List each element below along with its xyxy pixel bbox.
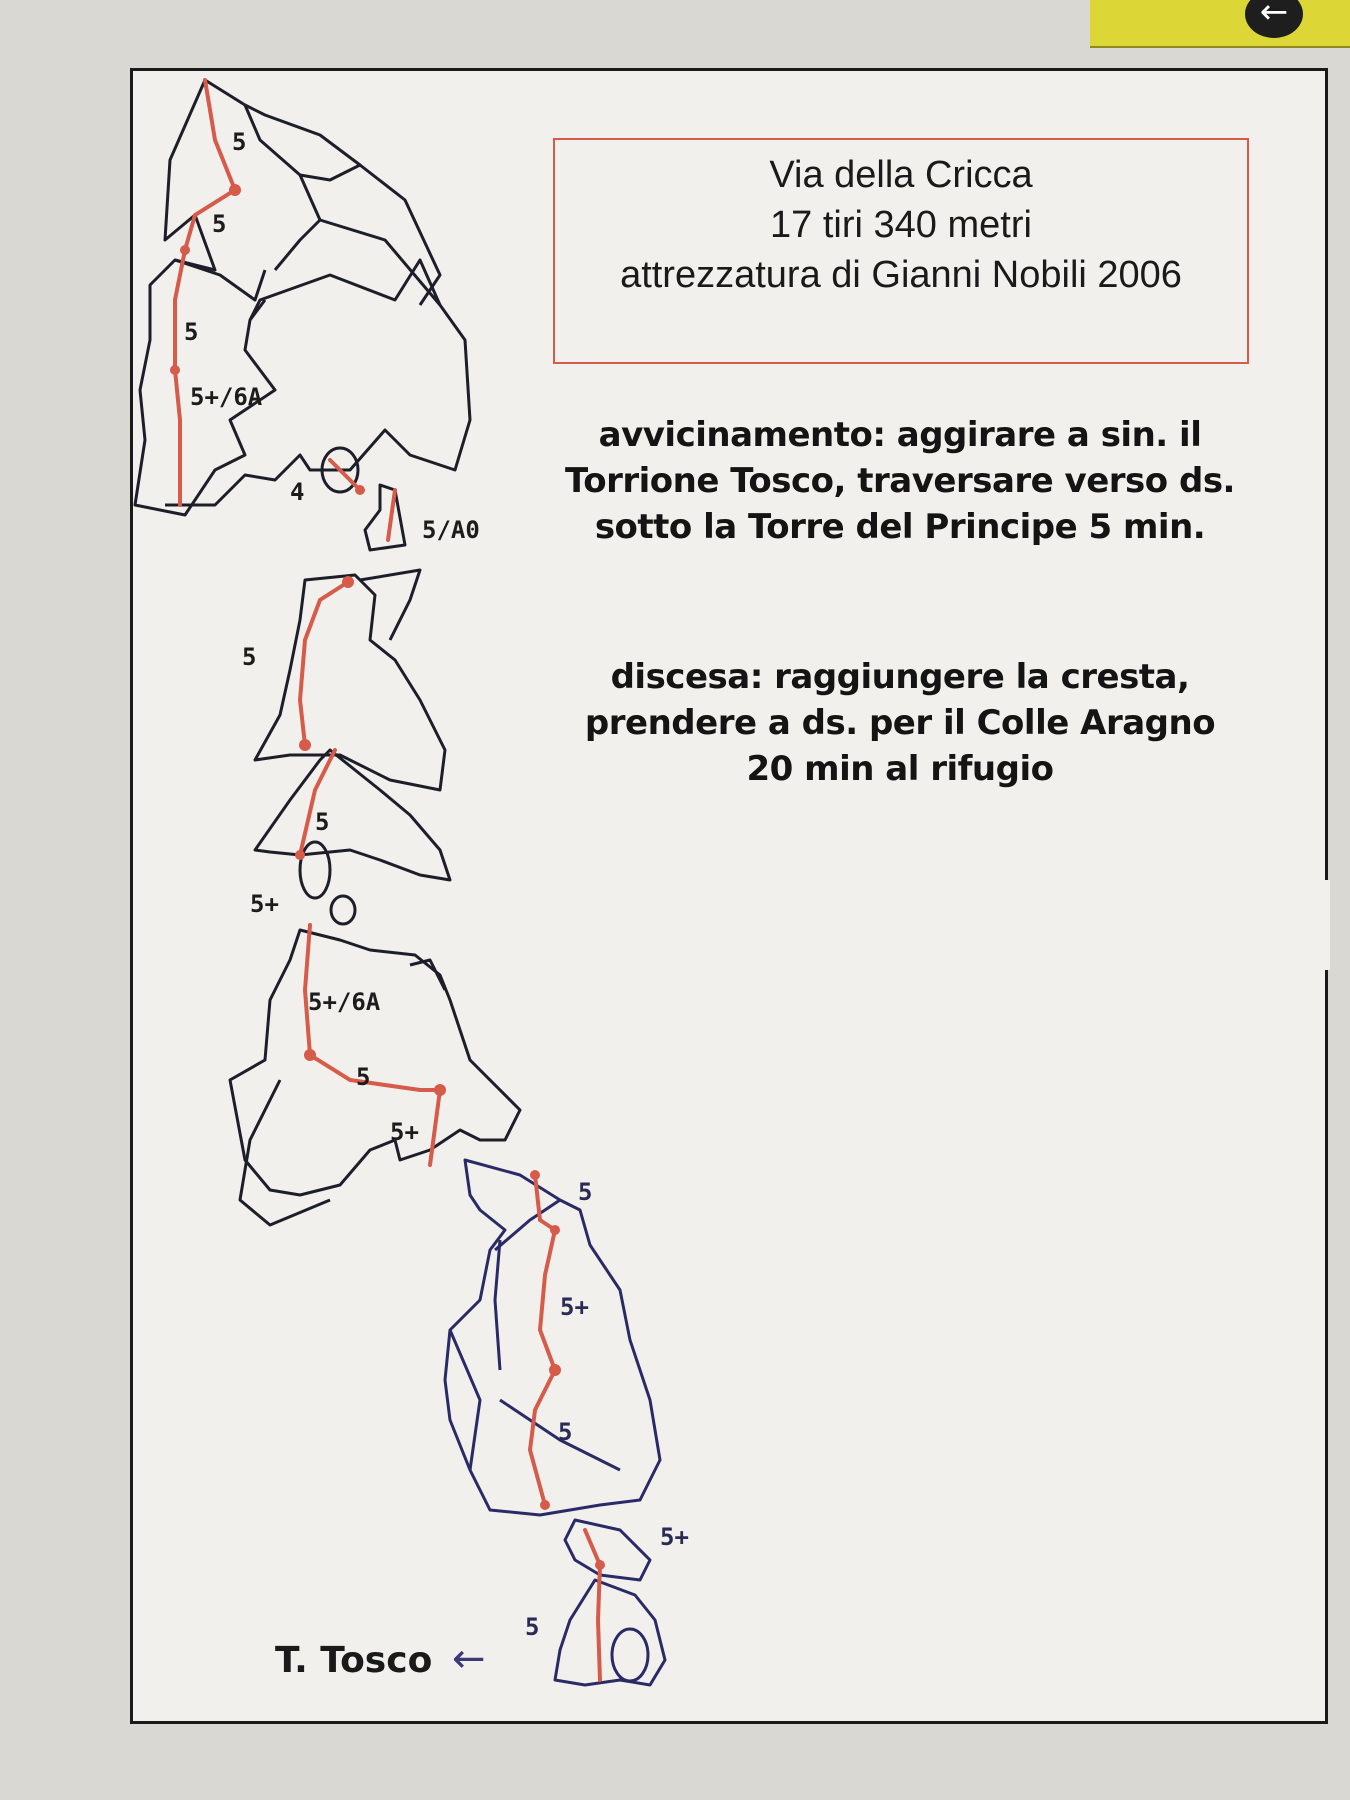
approach-line: sotto la Torre del Principe 5 min. [594,507,1206,547]
approach-notes [545,412,1255,550]
grade-label: 5 [558,1418,573,1446]
grade-label: 5+ [660,1523,689,1551]
rock-block-4 [255,750,450,880]
grade-label: 5 [578,1178,593,1206]
left-arrow-icon: ← [452,1636,486,1682]
grade-label: 5+ [560,1293,589,1321]
rock-block-2 [365,485,405,550]
route-info-box [553,138,1249,364]
rock-block-1 [135,80,470,515]
grade-label: 5 [356,1063,371,1091]
grade-label: 5/A0 [422,516,480,544]
rock-block-7 [565,1520,650,1580]
grade-label: 4 [290,478,305,506]
rock-outlines [135,80,520,1225]
descent-line: discesa: raggiungere la cresta, [610,657,1190,697]
grade-label: 5+/6A [190,383,263,411]
back-arrow-icon[interactable]: ← [1245,0,1303,38]
grade-label: 5 [184,318,199,346]
route-pitches-length: 17 tiri 340 metri [770,204,1032,246]
descent-notes [545,654,1255,792]
grade-label: 5 [315,808,330,836]
grade-label: 5 [212,210,227,238]
grade-label: 5 [232,128,247,156]
rock-block-3 [255,575,445,790]
rock-block-5 [230,930,520,1195]
grade-label: 5 [525,1613,540,1641]
grade-label: 5+ [390,1118,419,1146]
route-line [175,80,600,1680]
approach-line: Torrione Tosco, traversare verso ds. [565,461,1235,501]
descent-line: 20 min al rifugio [746,749,1054,789]
approach-line: avvicinamento: aggirare a sin. il [598,415,1202,455]
start-label: T. Tosco [275,1640,433,1681]
route-equipper: attrezzatura di Gianni Nobili 2006 [620,254,1182,296]
rock-block-6 [445,1160,660,1515]
rock-block-8 [555,1580,665,1685]
grade-label: 5+ [250,890,279,918]
grade-label: 5 [242,643,257,671]
grade-label: 5+/6A [308,988,381,1016]
route-name: Via della Cricca [769,154,1033,196]
descent-line: prendere a ds. per il Colle Aragno [584,703,1216,743]
